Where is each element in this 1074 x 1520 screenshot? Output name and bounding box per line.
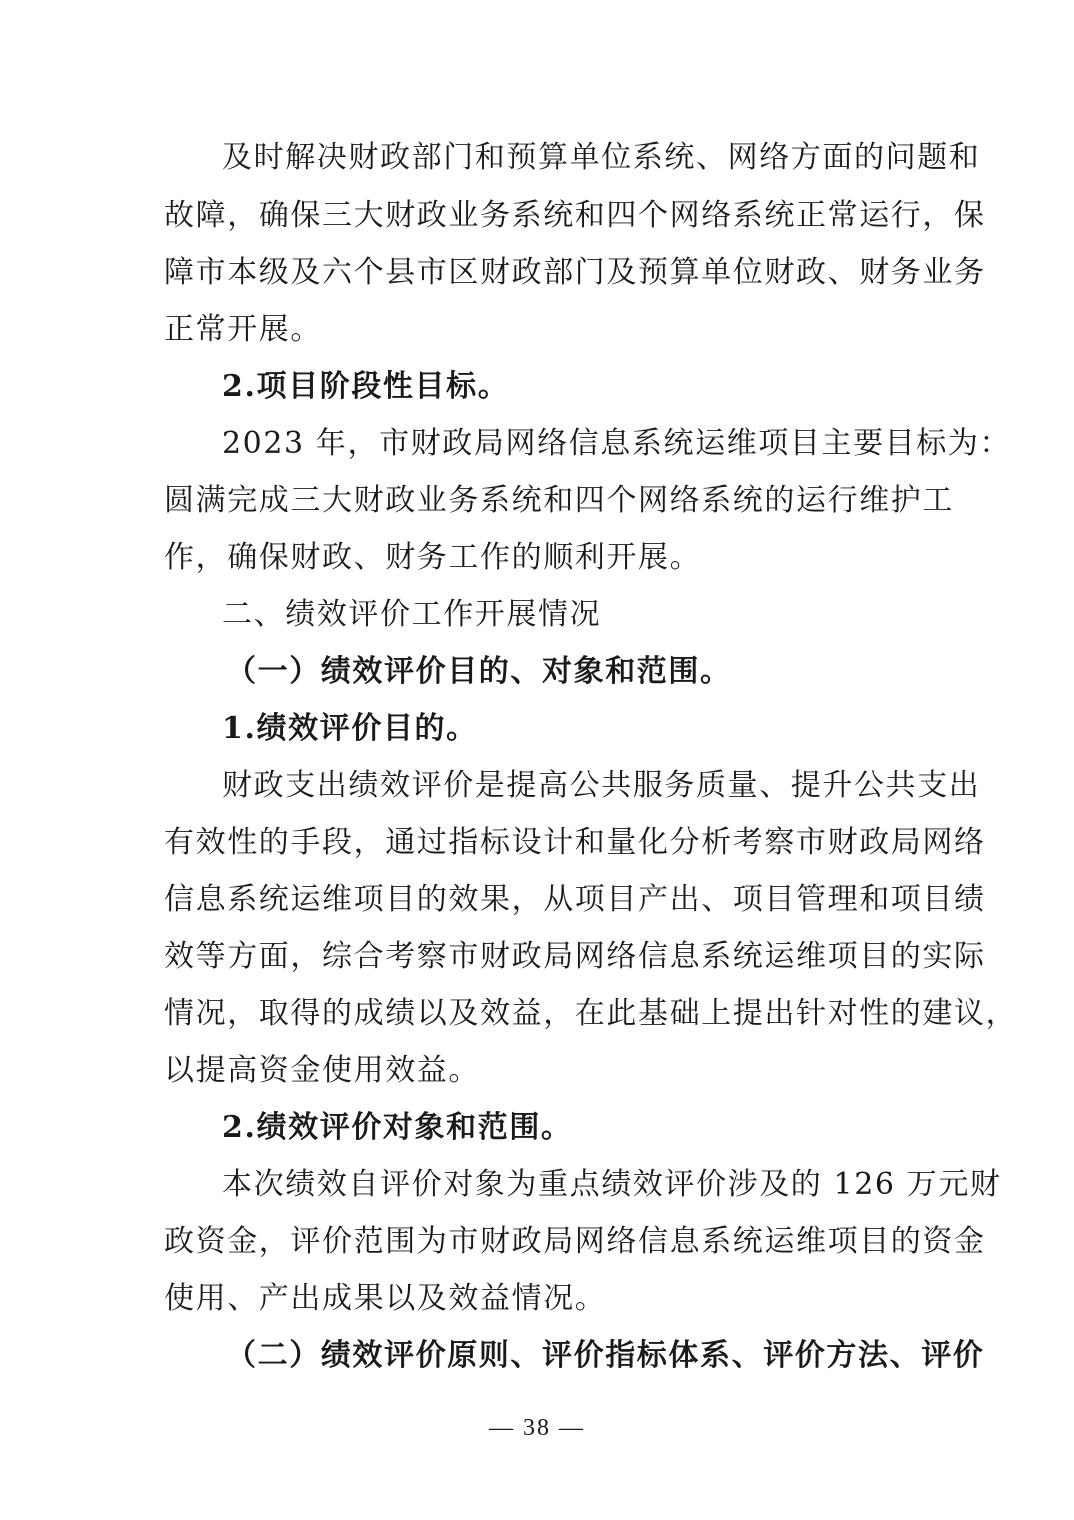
section-heading: 1.绩效评价目的。 [222, 711, 478, 746]
subsection-heading: （一）绩效评价目的、对象和范围。 [226, 654, 732, 689]
chapter-heading: 二、绩效评价工作开展情况 [222, 597, 602, 632]
paragraph-line: 情况，取得的成绩以及效益，在此基础上提出针对性的建议， [164, 996, 1018, 1031]
paragraph-line: 2023 年，市财政局网络信息系统运维项目主要目标为： [222, 426, 1012, 461]
subsection-heading: （二）绩效评价原则、评价指标体系、评价方法、评价 [226, 1338, 985, 1373]
paragraph-line: 本次绩效自评价对象为重点绩效评价涉及的 126 万元财 [222, 1167, 1002, 1202]
paragraph-line: 财政支出绩效评价是提高公共服务质量、提升公共支出 [222, 768, 981, 803]
page-number: — 38 — [489, 1415, 585, 1441]
paragraph-line: 政资金，评价范围为市财政局网络信息系统运维项目的资金 [164, 1224, 986, 1259]
paragraph-line: 故障，确保三大财政业务系统和四个网络系统正常运行，保 [164, 198, 986, 233]
paragraph-line: 及时解决财政部门和预算单位系统、网络方面的问题和 [222, 140, 981, 175]
paragraph-line: 正常开展。 [164, 312, 322, 347]
paragraph-line: 圆满完成三大财政业务系统和四个网络系统的运行维护工 [164, 483, 954, 518]
paragraph-line: 作，确保财政、财务工作的顺利开展。 [164, 540, 702, 575]
section-heading: 2.绩效评价对象和范围。 [222, 1110, 573, 1145]
paragraph-line: 信息系统运维项目的效果，从项目产出、项目管理和项目绩 [164, 882, 986, 917]
paragraph-line: 效等方面，综合考察市财政局网络信息系统运维项目的实际 [164, 939, 986, 974]
paragraph-line: 以提高资金使用效益。 [164, 1053, 480, 1088]
paragraph-line: 障市本级及六个县市区财政部门及预算单位财政、财务业务 [164, 255, 986, 290]
paragraph-line: 有效性的手段，通过指标设计和量化分析考察市财政局网络 [164, 825, 986, 860]
paragraph-line: 使用、产出成果以及效益情况。 [164, 1281, 607, 1316]
section-heading: 2.项目阶段性目标。 [222, 369, 510, 404]
